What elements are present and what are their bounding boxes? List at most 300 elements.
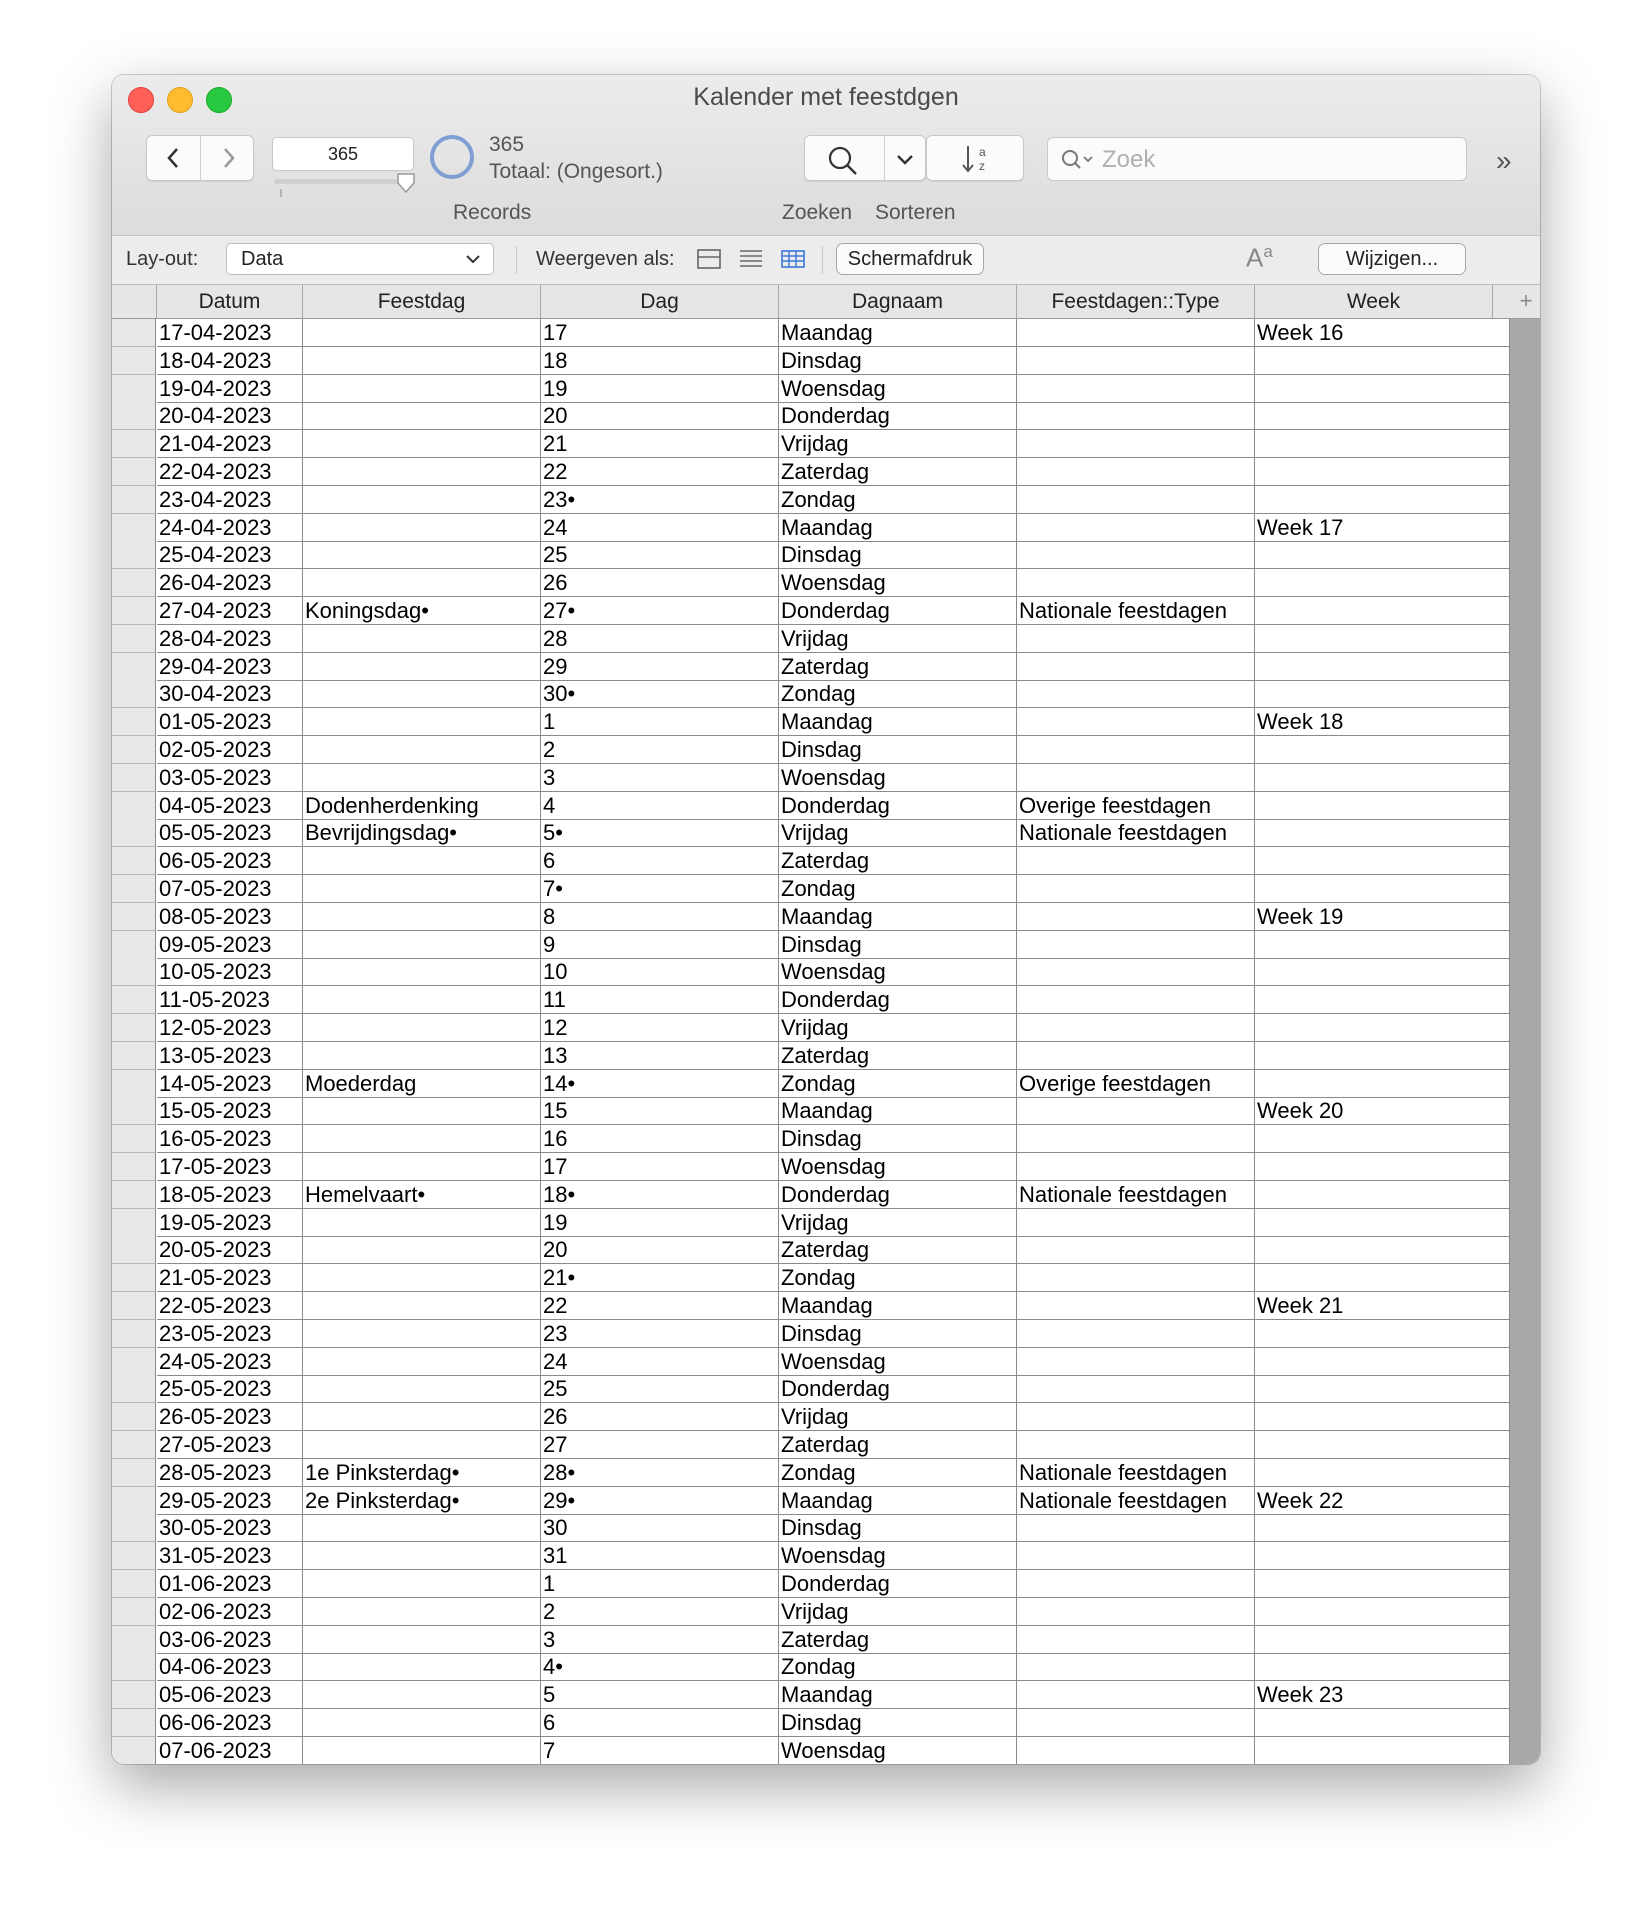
table-row[interactable] <box>112 430 1540 458</box>
cell-feestdagen-type[interactable] <box>1017 319 1255 347</box>
cell-week[interactable] <box>1255 486 1510 514</box>
row-selector[interactable] <box>112 1014 156 1042</box>
cell-feestdag[interactable] <box>303 1097 541 1125</box>
table-row[interactable] <box>112 1431 1540 1459</box>
cell-dag[interactable]: 13 <box>541 1042 779 1070</box>
cell-feestdag[interactable]: Moederdag <box>303 1070 541 1098</box>
table-row[interactable] <box>112 1459 1540 1487</box>
cell-dag[interactable]: 30• <box>541 680 779 708</box>
cell-feestdagen-type[interactable] <box>1017 1153 1255 1181</box>
cell-dag[interactable]: 3 <box>541 764 779 792</box>
cell-dagnaam[interactable]: Zondag <box>779 1459 1017 1487</box>
table-row[interactable] <box>112 819 1540 847</box>
row-selector[interactable] <box>112 847 156 875</box>
table-row[interactable] <box>112 375 1540 403</box>
cell-dagnaam[interactable]: Zondag <box>779 875 1017 903</box>
cell-datum[interactable]: 01-05-2023 <box>157 708 303 736</box>
cell-datum[interactable]: 06-06-2023 <box>157 1709 303 1737</box>
cell-dagnaam[interactable]: Woensdag <box>779 1737 1017 1764</box>
table-row[interactable] <box>112 1153 1540 1181</box>
cell-week[interactable] <box>1255 847 1510 875</box>
cell-week[interactable]: Week 20 <box>1255 1097 1510 1125</box>
cell-feestdag[interactable] <box>303 1709 541 1737</box>
row-selector[interactable] <box>112 1737 156 1764</box>
cell-feestdagen-type[interactable] <box>1017 514 1255 542</box>
cell-feestdagen-type[interactable]: Nationale feestdagen <box>1017 819 1255 847</box>
cell-feestdag[interactable] <box>303 1153 541 1181</box>
cell-feestdagen-type[interactable] <box>1017 958 1255 986</box>
cell-week[interactable] <box>1255 625 1510 653</box>
cell-dag[interactable]: 6 <box>541 847 779 875</box>
cell-dagnaam[interactable]: Woensdag <box>779 958 1017 986</box>
cell-datum[interactable]: 24-05-2023 <box>157 1348 303 1376</box>
cell-feestdag[interactable]: 1e Pinksterdag• <box>303 1459 541 1487</box>
cell-feestdag[interactable] <box>303 569 541 597</box>
row-selector[interactable] <box>112 1403 156 1431</box>
cell-dag[interactable]: 23 <box>541 1320 779 1348</box>
quick-find-field[interactable] <box>1047 137 1467 181</box>
cell-dag[interactable]: 22 <box>541 1292 779 1320</box>
cell-datum[interactable]: 29-05-2023 <box>157 1487 303 1515</box>
cell-dag[interactable]: 31 <box>541 1542 779 1570</box>
cell-feestdag[interactable]: Koningsdag• <box>303 597 541 625</box>
cell-datum[interactable]: 04-06-2023 <box>157 1653 303 1681</box>
row-selector[interactable] <box>112 1264 156 1292</box>
cell-dagnaam[interactable]: Zaterdag <box>779 1236 1017 1264</box>
table-row[interactable] <box>112 1570 1540 1598</box>
cell-feestdag[interactable] <box>303 514 541 542</box>
cell-feestdagen-type[interactable] <box>1017 1097 1255 1125</box>
cell-week[interactable] <box>1255 1570 1510 1598</box>
cell-datum[interactable]: 19-04-2023 <box>157 375 303 403</box>
cell-dag[interactable]: 7 <box>541 1737 779 1764</box>
table-row[interactable] <box>112 1070 1540 1098</box>
cell-datum[interactable]: 18-04-2023 <box>157 347 303 375</box>
cell-feestdag[interactable] <box>303 319 541 347</box>
cell-dag[interactable]: 11 <box>541 986 779 1014</box>
table-row[interactable] <box>112 1097 1540 1125</box>
row-selector[interactable] <box>112 1125 156 1153</box>
row-selector[interactable] <box>112 514 156 542</box>
table-row[interactable] <box>112 541 1540 569</box>
cell-feestdag[interactable] <box>303 375 541 403</box>
row-selector[interactable] <box>112 1209 156 1237</box>
cell-week[interactable]: Week 23 <box>1255 1681 1510 1709</box>
cell-dag[interactable]: 26 <box>541 569 779 597</box>
cell-week[interactable] <box>1255 541 1510 569</box>
column-header-datum[interactable]: Datum <box>157 285 303 318</box>
row-selector[interactable] <box>112 541 156 569</box>
cell-datum[interactable]: 17-05-2023 <box>157 1153 303 1181</box>
cell-feestdagen-type[interactable] <box>1017 764 1255 792</box>
record-slider[interactable] <box>274 179 412 184</box>
row-selector[interactable] <box>112 819 156 847</box>
cell-feestdagen-type[interactable] <box>1017 1709 1255 1737</box>
row-selector[interactable] <box>112 402 156 430</box>
cell-dag[interactable]: 17 <box>541 319 779 347</box>
cell-feestdagen-type[interactable]: Overige feestdagen <box>1017 1070 1255 1098</box>
cell-dagnaam[interactable]: Dinsdag <box>779 1709 1017 1737</box>
row-selector[interactable] <box>112 680 156 708</box>
cell-feestdag[interactable] <box>303 1737 541 1764</box>
layout-popup[interactable] <box>226 243 494 275</box>
cell-feestdagen-type[interactable] <box>1017 1431 1255 1459</box>
sort-button[interactable] <box>926 135 1024 181</box>
cell-dagnaam[interactable]: Maandag <box>779 1681 1017 1709</box>
table-row[interactable] <box>112 653 1540 681</box>
cell-feestdag[interactable] <box>303 1209 541 1237</box>
cell-dag[interactable]: 28• <box>541 1459 779 1487</box>
cell-feestdag[interactable] <box>303 1236 541 1264</box>
cell-feestdagen-type[interactable] <box>1017 1653 1255 1681</box>
row-selector[interactable] <box>112 1570 156 1598</box>
cell-dag[interactable]: 16 <box>541 1125 779 1153</box>
cell-feestdag[interactable] <box>303 541 541 569</box>
cell-dagnaam[interactable]: Dinsdag <box>779 931 1017 959</box>
table-row[interactable] <box>112 1348 1540 1376</box>
cell-week[interactable] <box>1255 1348 1510 1376</box>
cell-feestdagen-type[interactable] <box>1017 847 1255 875</box>
table-row[interactable] <box>112 514 1540 542</box>
row-selector[interactable] <box>112 569 156 597</box>
cell-datum[interactable]: 14-05-2023 <box>157 1070 303 1098</box>
table-row[interactable] <box>112 1626 1540 1654</box>
row-selector[interactable] <box>112 1348 156 1376</box>
cell-feestdagen-type[interactable]: Nationale feestdagen <box>1017 1459 1255 1487</box>
cell-datum[interactable]: 23-05-2023 <box>157 1320 303 1348</box>
cell-dag[interactable]: 7• <box>541 875 779 903</box>
table-row[interactable] <box>112 931 1540 959</box>
cell-feestdag[interactable]: 2e Pinksterdag• <box>303 1487 541 1515</box>
cell-week[interactable] <box>1255 1264 1510 1292</box>
cell-feestdag[interactable] <box>303 1292 541 1320</box>
table-row[interactable] <box>112 1014 1540 1042</box>
cell-feestdagen-type[interactable] <box>1017 1292 1255 1320</box>
cell-datum[interactable]: 21-05-2023 <box>157 1264 303 1292</box>
cell-dagnaam[interactable]: Donderdag <box>779 986 1017 1014</box>
cell-dag[interactable]: 5• <box>541 819 779 847</box>
cell-week[interactable] <box>1255 375 1510 403</box>
cell-datum[interactable]: 04-05-2023 <box>157 792 303 820</box>
cell-week[interactable] <box>1255 1514 1510 1542</box>
table-row[interactable] <box>112 1542 1540 1570</box>
cell-datum[interactable]: 26-05-2023 <box>157 1403 303 1431</box>
cell-dagnaam[interactable]: Maandag <box>779 1292 1017 1320</box>
cell-dag[interactable]: 29• <box>541 1487 779 1515</box>
cell-feestdag[interactable] <box>303 1431 541 1459</box>
cell-datum[interactable]: 22-04-2023 <box>157 458 303 486</box>
cell-feestdag[interactable] <box>303 1542 541 1570</box>
cell-dagnaam[interactable]: Maandag <box>779 1097 1017 1125</box>
cell-dagnaam[interactable]: Dinsdag <box>779 1320 1017 1348</box>
cell-dagnaam[interactable]: Zondag <box>779 1070 1017 1098</box>
cell-week[interactable] <box>1255 1125 1510 1153</box>
cell-feestdagen-type[interactable] <box>1017 1542 1255 1570</box>
cell-datum[interactable]: 22-05-2023 <box>157 1292 303 1320</box>
column-header-dagnaam[interactable]: Dagnaam <box>779 285 1017 318</box>
row-selector[interactable] <box>112 792 156 820</box>
cell-week[interactable] <box>1255 597 1510 625</box>
cell-feestdagen-type[interactable] <box>1017 1737 1255 1764</box>
cell-dag[interactable]: 24 <box>541 1348 779 1376</box>
cell-feestdagen-type[interactable] <box>1017 1626 1255 1654</box>
cell-feestdagen-type[interactable] <box>1017 708 1255 736</box>
table-row[interactable] <box>112 1125 1540 1153</box>
cell-dag[interactable]: 9 <box>541 931 779 959</box>
cell-dag[interactable]: 19 <box>541 375 779 403</box>
cell-dagnaam[interactable]: Vrijdag <box>779 430 1017 458</box>
cell-datum[interactable]: 25-05-2023 <box>157 1375 303 1403</box>
cell-feestdagen-type[interactable] <box>1017 986 1255 1014</box>
cell-dagnaam[interactable]: Woensdag <box>779 1348 1017 1376</box>
cell-week[interactable] <box>1255 402 1510 430</box>
cell-week[interactable]: Week 18 <box>1255 708 1510 736</box>
cell-dag[interactable]: 1 <box>541 1570 779 1598</box>
cell-feestdagen-type[interactable] <box>1017 1236 1255 1264</box>
add-column-button[interactable]: + <box>1519 288 1533 313</box>
table-row[interactable] <box>112 1598 1540 1626</box>
cell-week[interactable] <box>1255 1320 1510 1348</box>
cell-feestdag[interactable]: Hemelvaart• <box>303 1181 541 1209</box>
cell-datum[interactable]: 15-05-2023 <box>157 1097 303 1125</box>
cell-datum[interactable]: 02-05-2023 <box>157 736 303 764</box>
screenshot-button[interactable]: Schermafdruk <box>836 243 984 275</box>
cell-datum[interactable]: 25-04-2023 <box>157 541 303 569</box>
cell-dag[interactable]: 15 <box>541 1097 779 1125</box>
cell-feestdag[interactable] <box>303 625 541 653</box>
cell-dag[interactable]: 22 <box>541 458 779 486</box>
cell-week[interactable] <box>1255 986 1510 1014</box>
edit-layout-button[interactable]: Wijzigen... <box>1318 243 1466 275</box>
cell-datum[interactable]: 03-05-2023 <box>157 764 303 792</box>
table-row[interactable] <box>112 347 1540 375</box>
cell-dag[interactable]: 19 <box>541 1209 779 1237</box>
column-header-week[interactable]: Week <box>1255 285 1493 318</box>
table-row[interactable] <box>112 708 1540 736</box>
cell-week[interactable] <box>1255 958 1510 986</box>
cell-week[interactable]: Week 22 <box>1255 1487 1510 1515</box>
table-row[interactable] <box>112 903 1540 931</box>
row-selector[interactable] <box>112 764 156 792</box>
row-selector[interactable] <box>112 958 156 986</box>
cell-feestdag[interactable] <box>303 1264 541 1292</box>
cell-dag[interactable]: 25 <box>541 541 779 569</box>
cell-week[interactable]: Week 19 <box>1255 903 1510 931</box>
cell-datum[interactable]: 13-05-2023 <box>157 1042 303 1070</box>
row-selector[interactable] <box>112 430 156 458</box>
cell-feestdagen-type[interactable] <box>1017 541 1255 569</box>
cell-dagnaam[interactable]: Vrijdag <box>779 1014 1017 1042</box>
cell-feestdagen-type[interactable]: Overige feestdagen <box>1017 792 1255 820</box>
cell-dag[interactable]: 18 <box>541 347 779 375</box>
cell-dag[interactable]: 14• <box>541 1070 779 1098</box>
table-row[interactable] <box>112 569 1540 597</box>
column-header-feestdag[interactable]: Feestdag <box>303 285 541 318</box>
cell-datum[interactable]: 08-05-2023 <box>157 903 303 931</box>
row-selector[interactable] <box>112 931 156 959</box>
table-row[interactable] <box>112 792 1540 820</box>
cell-week[interactable] <box>1255 1042 1510 1070</box>
cell-week[interactable] <box>1255 1181 1510 1209</box>
row-selector[interactable] <box>112 1514 156 1542</box>
cell-week[interactable] <box>1255 1375 1510 1403</box>
row-selector[interactable] <box>112 875 156 903</box>
cell-dagnaam[interactable]: Dinsdag <box>779 541 1017 569</box>
cell-dag[interactable]: 29 <box>541 653 779 681</box>
cell-dagnaam[interactable]: Woensdag <box>779 569 1017 597</box>
table-row[interactable] <box>112 458 1540 486</box>
cell-dag[interactable]: 27• <box>541 597 779 625</box>
row-selector[interactable] <box>112 347 156 375</box>
row-selector[interactable] <box>112 1042 156 1070</box>
previous-record-button[interactable] <box>147 136 200 180</box>
cell-datum[interactable]: 10-05-2023 <box>157 958 303 986</box>
cell-dagnaam[interactable]: Vrijdag <box>779 1209 1017 1237</box>
cell-feestdagen-type[interactable]: Nationale feestdagen <box>1017 597 1255 625</box>
cell-dagnaam[interactable]: Donderdag <box>779 597 1017 625</box>
cell-feestdag[interactable] <box>303 1403 541 1431</box>
row-selector[interactable] <box>112 653 156 681</box>
table-row[interactable] <box>112 875 1540 903</box>
cell-datum[interactable]: 21-04-2023 <box>157 430 303 458</box>
cell-datum[interactable]: 01-06-2023 <box>157 1570 303 1598</box>
cell-dag[interactable]: 20 <box>541 1236 779 1264</box>
cell-datum[interactable]: 20-05-2023 <box>157 1236 303 1264</box>
cell-feestdagen-type[interactable] <box>1017 1014 1255 1042</box>
record-slider-knob[interactable] <box>397 173 415 193</box>
cell-dagnaam[interactable]: Woensdag <box>779 1153 1017 1181</box>
cell-datum[interactable]: 07-05-2023 <box>157 875 303 903</box>
cell-dagnaam[interactable]: Woensdag <box>779 1542 1017 1570</box>
cell-datum[interactable]: 28-05-2023 <box>157 1459 303 1487</box>
cell-datum[interactable]: 24-04-2023 <box>157 514 303 542</box>
toolbar-overflow-button[interactable]: » <box>1496 145 1512 176</box>
row-selector[interactable] <box>112 1459 156 1487</box>
cell-feestdag[interactable] <box>303 680 541 708</box>
cell-week[interactable] <box>1255 1209 1510 1237</box>
cell-week[interactable] <box>1255 931 1510 959</box>
row-selector[interactable] <box>112 1153 156 1181</box>
cell-feestdagen-type[interactable] <box>1017 1320 1255 1348</box>
row-selector[interactable] <box>112 1375 156 1403</box>
cell-dagnaam[interactable]: Zaterdag <box>779 458 1017 486</box>
cell-datum[interactable]: 26-04-2023 <box>157 569 303 597</box>
table-row[interactable] <box>112 1375 1540 1403</box>
cell-feestdagen-type[interactable] <box>1017 486 1255 514</box>
row-selector[interactable] <box>112 625 156 653</box>
cell-dag[interactable]: 4• <box>541 1653 779 1681</box>
table-row[interactable] <box>112 1737 1540 1764</box>
cell-dag[interactable]: 24 <box>541 514 779 542</box>
row-selector[interactable] <box>112 986 156 1014</box>
cell-dagnaam[interactable]: Vrijdag <box>779 1598 1017 1626</box>
cell-week[interactable] <box>1255 736 1510 764</box>
cell-dagnaam[interactable]: Maandag <box>779 514 1017 542</box>
cell-feestdag[interactable] <box>303 1514 541 1542</box>
cell-dagnaam[interactable]: Woensdag <box>779 764 1017 792</box>
row-selector[interactable] <box>112 597 156 625</box>
table-row[interactable] <box>112 597 1540 625</box>
cell-feestdagen-type[interactable] <box>1017 430 1255 458</box>
cell-feestdag[interactable] <box>303 958 541 986</box>
cell-dag[interactable]: 10 <box>541 958 779 986</box>
table-row[interactable] <box>112 1181 1540 1209</box>
table-row[interactable] <box>112 1209 1540 1237</box>
cell-feestdagen-type[interactable] <box>1017 375 1255 403</box>
cell-week[interactable] <box>1255 819 1510 847</box>
cell-week[interactable] <box>1255 1403 1510 1431</box>
cell-feestdagen-type[interactable] <box>1017 1375 1255 1403</box>
cell-feestdag[interactable] <box>303 653 541 681</box>
row-selector[interactable] <box>112 1598 156 1626</box>
cell-dag[interactable]: 2 <box>541 736 779 764</box>
cell-feestdag[interactable] <box>303 903 541 931</box>
cell-feestdagen-type[interactable] <box>1017 625 1255 653</box>
row-selector[interactable] <box>112 903 156 931</box>
cell-feestdag[interactable] <box>303 1626 541 1654</box>
table-row[interactable] <box>112 764 1540 792</box>
cell-dag[interactable]: 8 <box>541 903 779 931</box>
cell-datum[interactable]: 05-06-2023 <box>157 1681 303 1709</box>
row-selector[interactable] <box>112 1653 156 1681</box>
cell-datum[interactable]: 12-05-2023 <box>157 1014 303 1042</box>
table-row[interactable] <box>112 319 1540 347</box>
cell-feestdagen-type[interactable] <box>1017 1125 1255 1153</box>
cell-feestdag[interactable] <box>303 986 541 1014</box>
table-row[interactable] <box>112 1042 1540 1070</box>
cell-feestdagen-type[interactable] <box>1017 931 1255 959</box>
table-row[interactable] <box>112 986 1540 1014</box>
table-row[interactable] <box>112 1264 1540 1292</box>
table-row[interactable] <box>112 486 1540 514</box>
row-selector[interactable] <box>112 486 156 514</box>
cell-feestdag[interactable] <box>303 430 541 458</box>
cell-feestdag[interactable] <box>303 402 541 430</box>
cell-feestdag[interactable] <box>303 1014 541 1042</box>
cell-feestdagen-type[interactable] <box>1017 1264 1255 1292</box>
row-selector[interactable] <box>112 1097 156 1125</box>
cell-dagnaam[interactable]: Dinsdag <box>779 347 1017 375</box>
cell-datum[interactable]: 30-04-2023 <box>157 680 303 708</box>
cell-dagnaam[interactable]: Vrijdag <box>779 819 1017 847</box>
cell-week[interactable] <box>1255 1626 1510 1654</box>
cell-feestdagen-type[interactable] <box>1017 903 1255 931</box>
row-selector[interactable] <box>112 708 156 736</box>
cell-week[interactable] <box>1255 875 1510 903</box>
cell-dag[interactable]: 21• <box>541 1264 779 1292</box>
cell-datum[interactable]: 31-05-2023 <box>157 1542 303 1570</box>
cell-week[interactable] <box>1255 458 1510 486</box>
cell-dagnaam[interactable]: Donderdag <box>779 1570 1017 1598</box>
cell-feestdag[interactable] <box>303 1598 541 1626</box>
cell-dag[interactable]: 4 <box>541 792 779 820</box>
cell-feestdagen-type[interactable] <box>1017 1681 1255 1709</box>
cell-feestdag[interactable] <box>303 1681 541 1709</box>
cell-dag[interactable]: 23• <box>541 486 779 514</box>
cell-datum[interactable]: 07-06-2023 <box>157 1737 303 1764</box>
cell-dagnaam[interactable]: Zondag <box>779 1653 1017 1681</box>
cell-dagnaam[interactable]: Maandag <box>779 319 1017 347</box>
cell-datum[interactable]: 05-05-2023 <box>157 819 303 847</box>
cell-feestdagen-type[interactable] <box>1017 736 1255 764</box>
cell-week[interactable]: Week 21 <box>1255 1292 1510 1320</box>
row-selector[interactable] <box>112 375 156 403</box>
cell-feestdag[interactable] <box>303 931 541 959</box>
cell-feestdagen-type[interactable] <box>1017 458 1255 486</box>
cell-week[interactable] <box>1255 1542 1510 1570</box>
cell-dag[interactable]: 17 <box>541 1153 779 1181</box>
cell-week[interactable] <box>1255 347 1510 375</box>
